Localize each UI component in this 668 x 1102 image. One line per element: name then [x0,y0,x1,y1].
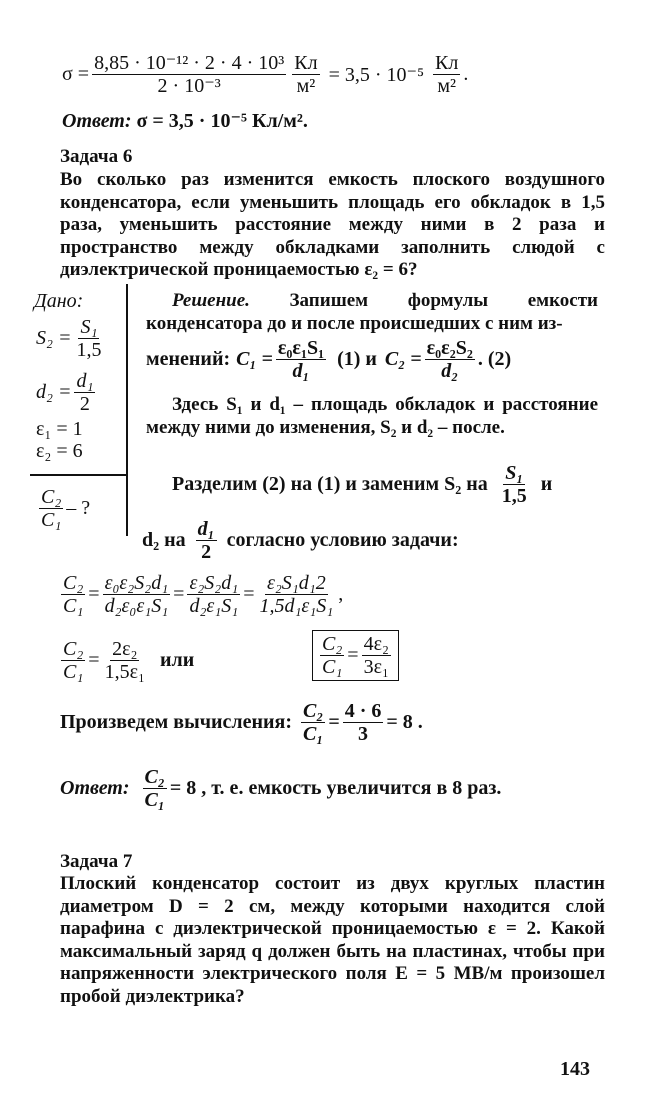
derivation-row1: $\frac{\text{C₂}}{\text{C₁}}$ = $\frac{\text{ε₀ε₂S₂d₁}}{\text{d₂ε₀ε₁S₁}}$ = $\frac{\text{ε₂S₂d₁}}{\text{d₂ε₁S₁}}$ = $\frac{\text{ε₂S₁d₁2}}{\text{1,5d₁ε₁S₁}}$ , [63,572,344,617]
task7-text: Плоский конденсатор состоит из двух круглых пластин диаметром D = 2 см, между которыми находится слой парафина с диэлектрической проницаемостью ε = 2. Какой максимальный заряд q должен быть на пластинах, чтобы при напряженности электрического поля E = 5 МВ/м произошел пробой диэлектрика? [60,873,605,1007]
given-eps1: ε₁ = 1 [36,418,83,440]
sigma-result: = 3,5 · 10⁻⁵ [328,64,425,86]
answer-task6: Ответ: $\frac{\text{C₂}}{\text{C₁}}$ = 8 , т. е. емкость увеличится в 8 раз. [60,766,502,811]
given-d2: d₂ = $\frac{\text{d₁}}{2}$ [36,370,94,415]
given-eps2: ε₂ = 6 [36,440,83,462]
given-divider-horizontal [30,474,127,476]
given-label: Дано: [34,290,84,312]
solution-intro: Решение. Запишем формулы емкости конденсатора до и после происшедших с ним из- [146,290,599,334]
given-divider-vertical [126,284,128,536]
sigma-formula: σ = $\frac{\text{8,85 · 10⁻¹² · 2 · 4 · 10³}}{\text{2 · 10⁻³}}$ $\frac{Кл}{\text{м²}}$ = 3,5 · 10⁻⁵ $\frac{Кл}{\text{м²}}$ . [62,52,469,97]
solution-explain: Здесь S₁ и d₁ – площадь обкладок и расстояние между ними до изменения, S₂ и d₂ – после. [146,394,598,438]
calculation: Произведем вычисления: $\frac{\text{C₂}}{\text{C₁}}$ = $\frac{4 \cdot 6}{3}$ = 8 . [60,700,423,745]
task6-text: Во сколько раз изменится емкость плоского воздушного конденсатора, если уменьшить площадь его обкладок в 1,5 раза, уменьшить расстояние между ними в 2 раза и пространство между обкладками заполнить слюдой с диэлектрической проницаемостью ε₂ = 6? [60,169,605,280]
derivation-row2: $\frac{\text{C₂}}{\text{C₁}}$ = $\frac{\text{2ε₂}}{\text{1,5ε₁}}$ или [63,638,195,683]
divide-step: Разделим (2) на (1) и заменим S₂ на $\frac{\text{S₁}}{1,5}$ и [172,462,553,507]
given-s2: S₂ = $\frac{\text{S₁}}{1,5}$ [36,316,102,361]
task7-title: Задача 7 [60,851,133,872]
sigma-fraction: $\frac{\text{8,85 · 10⁻¹² · 2 · 4 · 10³}}{\text{2 · 10⁻³}}$ [94,52,285,97]
answer-task5: Ответ: σ = 3,5 · 10⁻⁵ Кл/м². [62,110,308,132]
sigma-unit: $\frac{Кл}{\text{м²}}$ [294,52,318,97]
replace-step: d₂ на $\frac{\text{d₁}}{2}$ согласно условию задачи: [142,518,459,563]
sigma-result-unit: $\frac{Кл}{\text{м²}}$ [435,52,459,97]
page-number: 143 [560,1058,590,1080]
task6-title: Задача 6 [60,146,133,167]
boxed-result: $\frac{\text{C₂}}{\text{C₁}}$ = $\frac{\text{4ε₂}}{\text{3ε₁}}$ [312,630,399,681]
sigma-lhs: σ = [62,63,90,85]
given-find: $\frac{\text{C₂}}{\text{C₁}}$ – ? [41,486,91,531]
capacitance-formulas: менений: C₁ = $\frac{\text{ε₀ε₁S₁}}{\text{d₁}}$ (1) и C₂ = $\frac{\text{ε₀ε₂S₂}}{\text{d₂}}$ . (2) [146,337,512,382]
